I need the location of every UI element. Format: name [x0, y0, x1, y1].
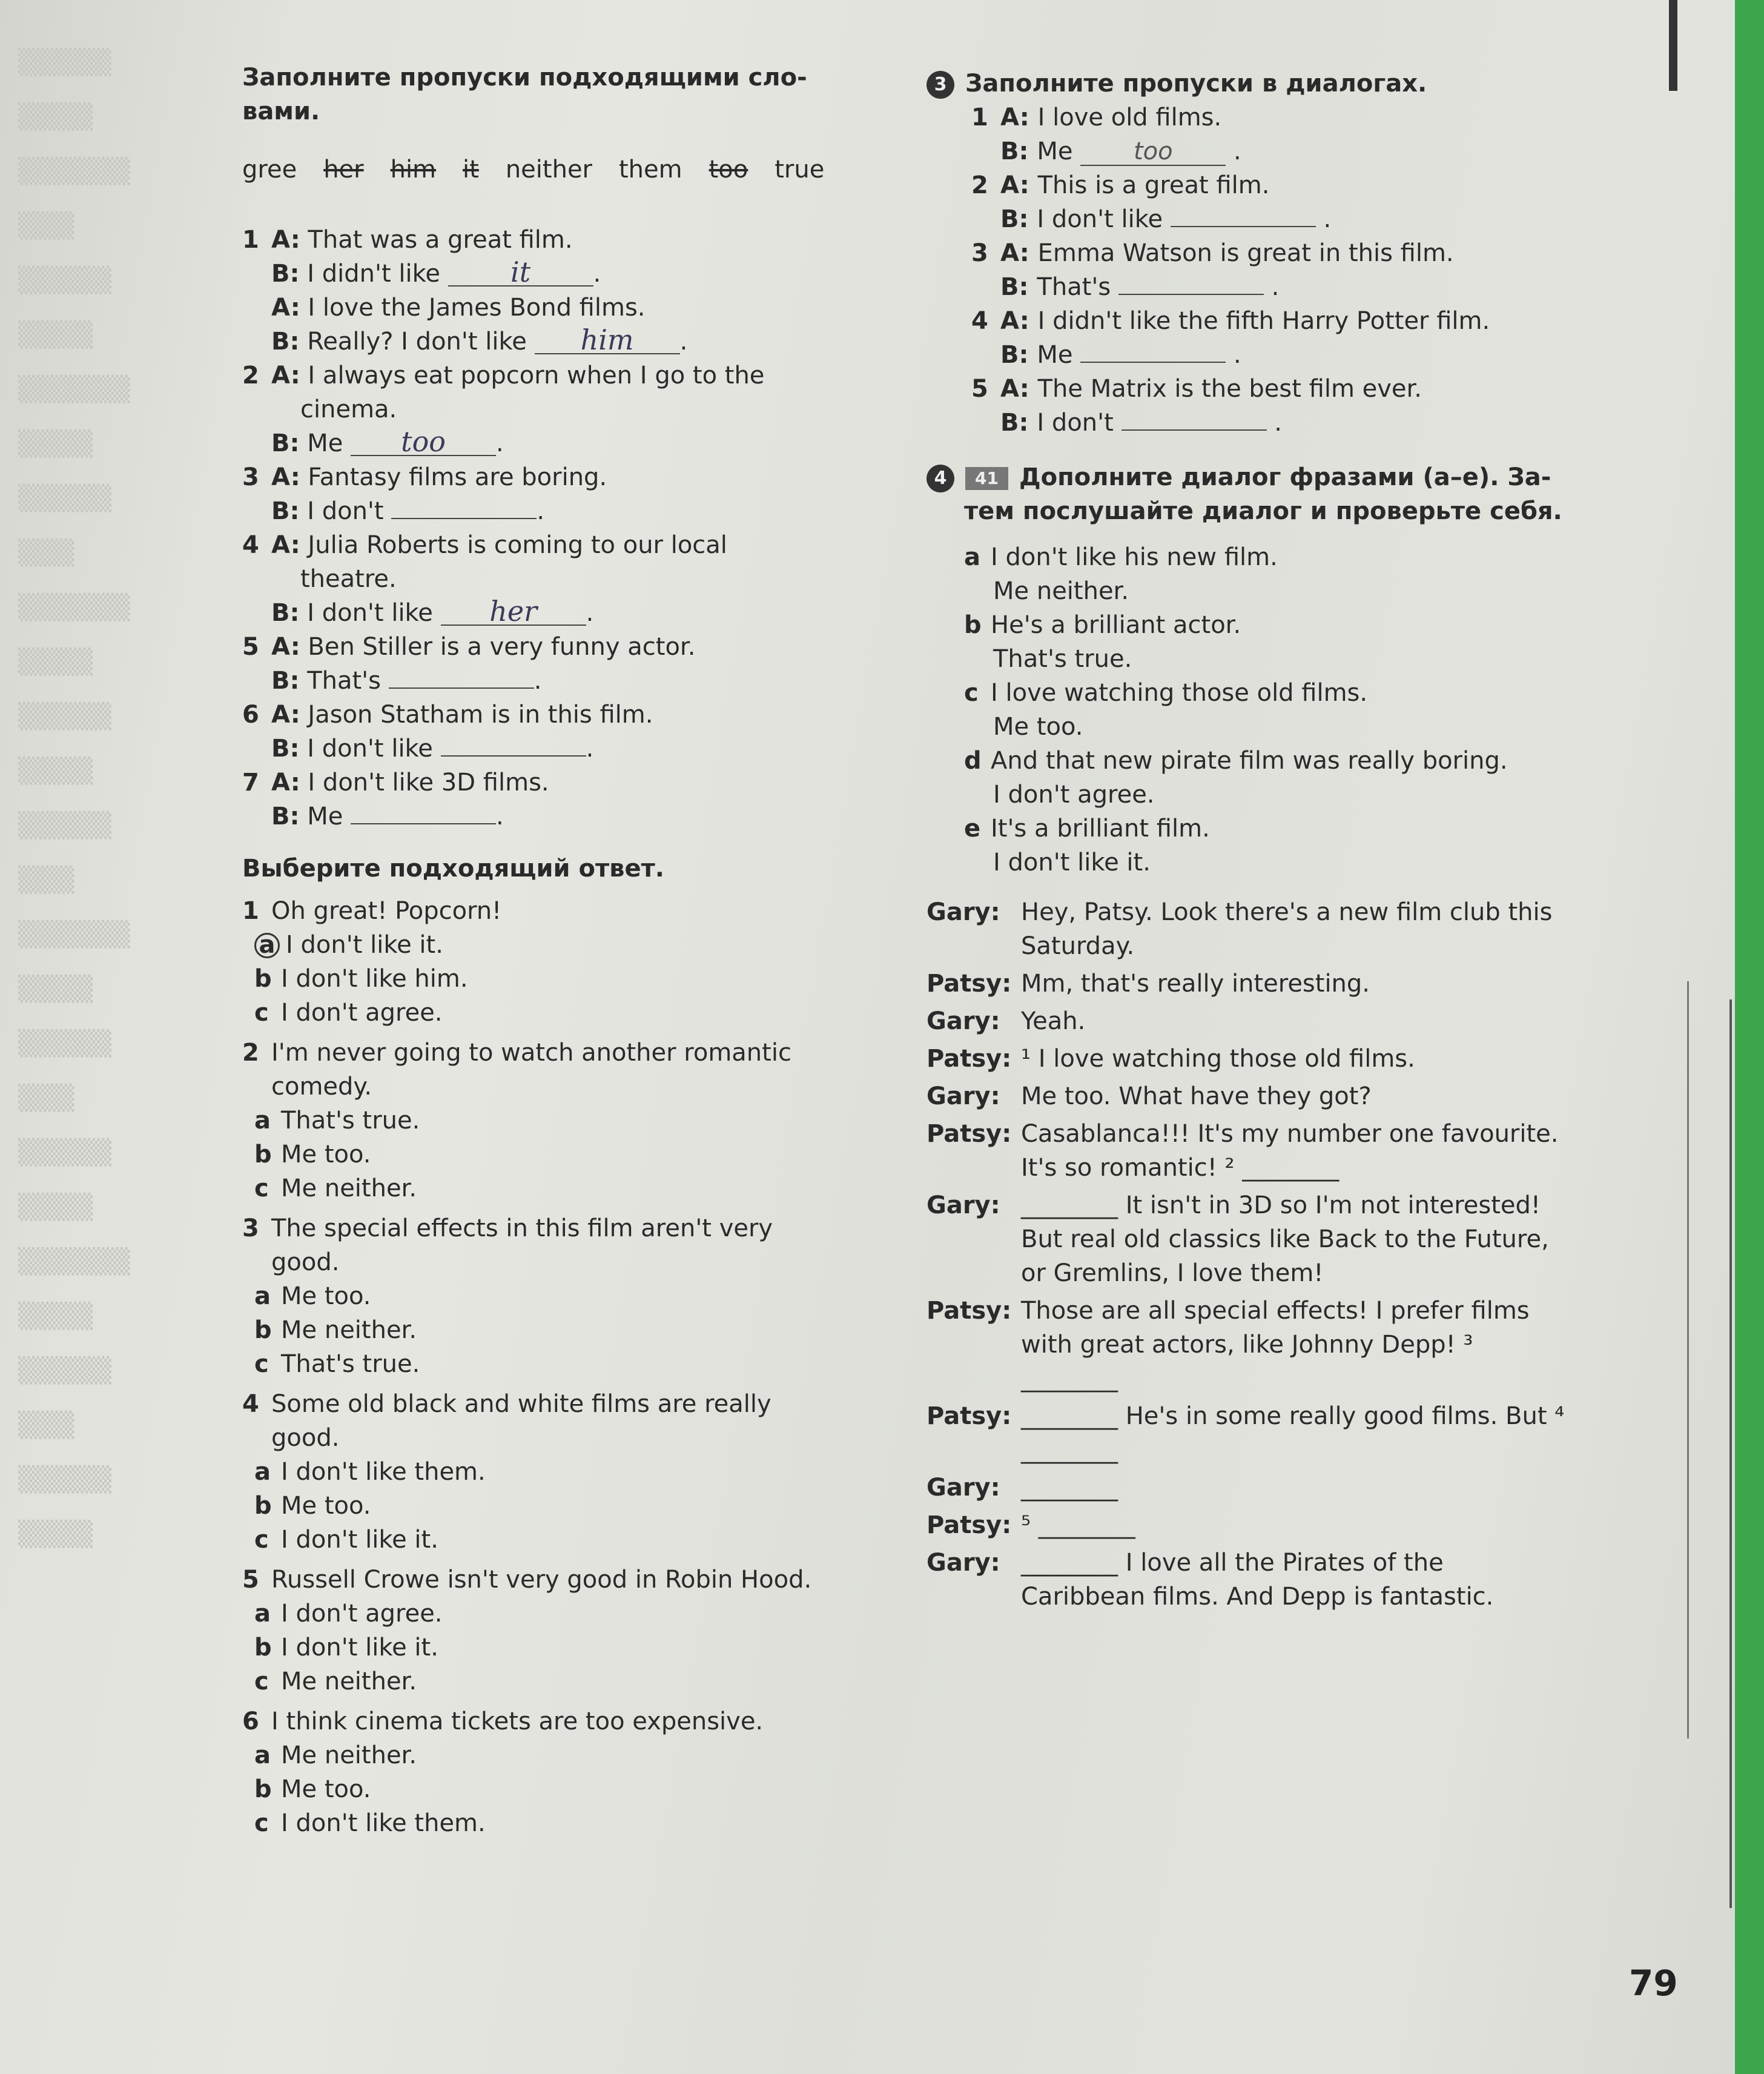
speaker-label: Gary:: [927, 1474, 1000, 1502]
phrase-text: And that new pirate film was really boring.: [991, 747, 1508, 775]
choose-prompt-line: [242, 894, 896, 928]
phrase-reply-text: That's true.: [993, 645, 1132, 673]
phrase-letter: c: [964, 679, 979, 707]
answer-blank[interactable]: [1080, 362, 1226, 363]
line-text: Me: [1037, 341, 1073, 369]
line-end: .: [586, 735, 594, 763]
item-number: 3: [971, 239, 988, 267]
speaker-label: Patsy:: [927, 970, 1012, 998]
option-text: I don't like it.: [286, 931, 443, 959]
prompt-text: Some old black and white films are really: [271, 1390, 771, 1418]
choose-prompt-line: [242, 1070, 896, 1104]
line-text: I love old films.: [1037, 104, 1222, 131]
option-letter: c: [254, 1350, 269, 1378]
option-letter: b: [254, 1492, 272, 1520]
speaker-label: B:: [271, 803, 300, 830]
option-letter: b: [254, 1775, 272, 1803]
prompt-text: good.: [271, 1248, 340, 1276]
option-letter: c: [254, 1809, 269, 1837]
item-number: 2: [242, 1039, 259, 1067]
answer-option[interactable]: [242, 1171, 896, 1205]
answer-blank[interactable]: too: [351, 428, 496, 456]
option-letter: a: [254, 933, 280, 958]
exercise-number-badge: 4: [927, 465, 954, 492]
choose-prompt-line: [242, 1705, 896, 1738]
exercise-3-items: [927, 101, 1641, 440]
spine-mark: [1669, 0, 1677, 91]
exercise-4-dialogue: [927, 895, 1574, 1614]
dialogue-line: [927, 1004, 1574, 1038]
option-letter: c: [254, 1526, 269, 1554]
line-text: I didn't like the fifth Harry Potter film.: [1037, 307, 1490, 335]
answer-option[interactable]: [242, 1738, 896, 1772]
speaker-label: A:: [1000, 375, 1038, 403]
line-text: That's: [1037, 273, 1111, 301]
phrase-reply-text: Me neither.: [993, 577, 1129, 605]
word-box-item: them: [619, 156, 682, 184]
phrase-letter: d: [964, 747, 982, 775]
exercise-2-line: [242, 800, 896, 833]
phrase-text: I don't like his new film.: [991, 543, 1278, 571]
phrase-text: I love watching those old films.: [991, 679, 1368, 707]
speaker-label: Gary:: [927, 898, 1000, 926]
phrase-line: [964, 608, 1641, 642]
dialogue-text: Me too. What have they got?: [1021, 1082, 1372, 1110]
exercise-3-line-b: B: Me .: [1000, 341, 1241, 369]
item-number: 1: [971, 104, 988, 131]
dialogue-line: [927, 1546, 1574, 1614]
line-text: theatre.: [300, 565, 397, 593]
answer-blank[interactable]: [1171, 226, 1316, 227]
speaker-label: Patsy:: [927, 1402, 1012, 1430]
answer-option[interactable]: [242, 1313, 896, 1347]
option-letter: a: [254, 1458, 271, 1486]
dialogue-text: Hey, Patsy. Look there's a new film club this Saturday.: [1021, 898, 1553, 960]
option-letter: b: [254, 1634, 272, 1662]
line-text: Really? I don't like: [307, 328, 527, 356]
answer-option[interactable]: [242, 1455, 896, 1489]
option-text: That's true.: [281, 1107, 420, 1135]
option-text: Me too.: [281, 1492, 371, 1520]
dialogue-text: Mm, that's really interesting.: [1021, 970, 1370, 998]
line-end: .: [593, 260, 601, 288]
exercise-2-line: [242, 257, 896, 291]
page-number: 79: [1629, 1963, 1678, 2004]
item-number: 6: [242, 1708, 259, 1735]
exercise-2-header: Заполните пропуски подходящими сло- вами.: [242, 64, 807, 125]
item-number: 4: [242, 1390, 259, 1418]
item-number: 5: [242, 1566, 259, 1594]
answer-option[interactable]: [242, 1279, 896, 1313]
exercise-3-line-a: [971, 372, 1641, 406]
exercise-2-line: [242, 562, 896, 596]
option-text: I don't like them.: [281, 1809, 486, 1837]
exercise-3-line-a: [971, 101, 1641, 134]
dialogue-text: ________ He's in some really good films. But ⁴ ________: [1021, 1402, 1565, 1464]
option-text: I don't agree.: [281, 1600, 443, 1628]
dialogue-line: [927, 895, 1574, 963]
option-letter: b: [254, 1316, 272, 1344]
speaker-label: A:: [271, 294, 300, 322]
exercise-3-line-b: B: That's .: [1000, 273, 1280, 301]
answer-option[interactable]: [242, 996, 896, 1030]
option-letter: c: [254, 1174, 269, 1202]
exercise-2-line: [242, 460, 896, 494]
choose-prompt-line: [242, 1211, 896, 1245]
item-number: 4: [971, 307, 988, 335]
page-edge-line: [1729, 999, 1732, 1908]
item-number: 5: [242, 633, 259, 661]
word-box-item: too: [709, 156, 748, 184]
speaker-label: Patsy:: [927, 1045, 1012, 1073]
phrase-text: He's a brilliant actor.: [991, 611, 1241, 639]
speaker-label: B:: [271, 260, 300, 288]
phrase-letter: a: [964, 543, 980, 571]
choose-answer-items: [242, 894, 896, 1840]
dialogue-line: [927, 1117, 1574, 1185]
line-text: Ben Stiller is a very funny actor.: [308, 633, 696, 661]
phrase-reply: [964, 642, 1641, 676]
answer-option[interactable]: [242, 1806, 896, 1840]
line-end: .: [537, 497, 545, 525]
exercise-2-line: [242, 291, 896, 325]
option-text: Me too.: [281, 1282, 371, 1310]
exercise-4-title-1: Дополните диалог фразами (a–e). За-: [1019, 463, 1551, 491]
speaker-label: Gary:: [927, 1007, 1000, 1035]
option-letter: c: [254, 999, 269, 1027]
option-text: Me neither.: [281, 1316, 417, 1344]
speaker-label: B:: [1000, 409, 1037, 437]
dialogue-line: [927, 1188, 1574, 1290]
line-text: That's: [307, 667, 382, 695]
line-end: .: [496, 429, 504, 457]
word-box-item: gree: [242, 156, 297, 184]
line-text: I don't like: [307, 735, 433, 763]
speaker-label: A:: [271, 463, 300, 491]
speaker-label: B:: [271, 429, 300, 457]
line-text: Jason Statham is in this film.: [308, 701, 653, 729]
option-text: Me neither.: [281, 1174, 417, 1202]
option-letter: a: [254, 1600, 271, 1628]
option-letter: a: [254, 1282, 271, 1310]
line-text: The Matrix is the best film ever.: [1037, 375, 1422, 403]
phrase-line: [964, 540, 1641, 574]
choose-prompt-line: [242, 1036, 896, 1070]
line-text: I don't like: [307, 599, 433, 627]
option-text: Me too.: [281, 1141, 371, 1168]
green-edge: [1735, 0, 1764, 2074]
exercise-3-line-a: [971, 236, 1641, 270]
option-text: Me neither.: [281, 1741, 417, 1769]
exercise-3-header: [927, 67, 1641, 101]
item-number: 4: [242, 531, 259, 559]
option-letter: c: [254, 1668, 269, 1695]
page-edge-line-inner: [1687, 981, 1689, 1738]
exercise-3-line-b: B: I don't .: [1000, 409, 1282, 437]
line-text: Me: [307, 803, 343, 830]
speaker-label: A:: [271, 769, 300, 797]
prompt-text: I think cinema tickets are too expensive.: [271, 1708, 764, 1735]
answer-option[interactable]: [242, 1631, 896, 1665]
line-text: I didn't like: [307, 260, 440, 288]
line-text: I love the James Bond films.: [308, 294, 646, 322]
exercise-2-line: [242, 698, 896, 732]
exercise-2-line: [242, 664, 896, 698]
phrase-reply-text: Me too.: [993, 713, 1083, 741]
answer-blank[interactable]: [1121, 429, 1267, 431]
speaker-label: B:: [1000, 341, 1037, 369]
option-text: Me neither.: [281, 1668, 417, 1695]
phrase-letter: e: [964, 815, 981, 843]
dialogue-text: Casablanca!!! It's my number one favourite. It's so romantic! ² ________: [1021, 1120, 1559, 1182]
speaker-label: B:: [271, 735, 300, 763]
answer-blank[interactable]: her: [441, 598, 586, 626]
option-text: I don't like it.: [281, 1634, 438, 1662]
bleed-through-text: ▒▒▒▒▒ ▒▒▒▒ ▒▒▒▒▒▒ ▒▒▒ ▒▒▒▒▒ ▒▒▒▒ ▒▒▒▒▒▒ ▒▒▒▒ ▒▒▒▒▒ ▒▒▒ ▒▒▒▒▒▒ ▒▒▒▒ ▒▒▒▒▒ ▒▒▒▒ ▒▒▒▒▒ ▒▒▒ ▒▒▒▒▒▒ ▒▒▒▒ ▒▒▒▒▒ ▒▒▒ ▒▒▒▒▒ ▒▒▒▒ ▒▒▒▒▒▒ ▒▒▒▒ ▒▒▒▒▒ ▒▒▒ ▒▒▒▒▒ ▒▒▒▒: [18, 48, 130, 1548]
dialogue-text: ⁵ ________: [1021, 1511, 1135, 1539]
exercise-number-badge: 3: [927, 71, 954, 99]
line-text: I always eat popcorn when I go to the: [308, 362, 765, 389]
answer-blank[interactable]: [389, 687, 534, 689]
option-letter: b: [254, 965, 272, 993]
line-text: This is a great film.: [1037, 171, 1270, 199]
answer-option[interactable]: [242, 1665, 896, 1698]
item-number: 3: [242, 1214, 259, 1242]
option-letter: a: [254, 1107, 271, 1135]
exercise-3-line-b: B: Me too .: [1000, 137, 1241, 165]
exercise-2-items: [242, 223, 896, 833]
answer-blank[interactable]: [391, 518, 537, 519]
line-text: Fantasy films are boring.: [308, 463, 607, 491]
line-end: .: [496, 803, 504, 830]
speaker-label: A:: [271, 531, 300, 559]
right-column: [927, 67, 1641, 1617]
phrase-reply: [964, 778, 1641, 812]
option-text: I don't like him.: [281, 965, 468, 993]
dialogue-text: ________: [1021, 1474, 1118, 1502]
line-text: Me: [307, 429, 343, 457]
answer-blank[interactable]: [441, 755, 586, 757]
dialogue-text: Yeah.: [1021, 1007, 1086, 1035]
item-number: 7: [242, 769, 259, 797]
speaker-label: Patsy:: [927, 1120, 1012, 1148]
speaker-label: A:: [271, 701, 300, 729]
phrase-line: [964, 676, 1641, 710]
exercise-2-line: [242, 630, 896, 664]
word-box-item: true: [775, 156, 825, 184]
prompt-text: Russell Crowe isn't very good in Robin Hood.: [271, 1566, 812, 1594]
exercise-2-line: [242, 528, 896, 562]
speaker-label: A:: [1000, 239, 1038, 267]
dialogue-line: [927, 1294, 1574, 1396]
speaker-label: B:: [271, 667, 300, 695]
answer-option[interactable]: [242, 928, 896, 962]
answer-option[interactable]: [242, 1523, 896, 1557]
dialogue-text: ________ I love all the Pirates of the Caribbean films. And Depp is fantastic.: [1021, 1549, 1494, 1611]
speaker-label: A:: [271, 362, 300, 389]
dialogue-text: ¹ I love watching those old films.: [1021, 1045, 1415, 1073]
answer-option[interactable]: [242, 962, 896, 996]
answer-blank[interactable]: it: [448, 259, 593, 287]
phrase-reply: [964, 846, 1641, 880]
exercise-3-line-a: [971, 304, 1641, 338]
line-end: .: [679, 328, 688, 356]
speaker-label: Gary:: [927, 1549, 1000, 1577]
exercise-3-line-a: [971, 168, 1641, 202]
dialogue-line: [927, 1079, 1574, 1113]
speaker-label: Patsy:: [927, 1511, 1012, 1539]
option-text: Me too.: [281, 1775, 371, 1803]
exercise-2-line: [242, 223, 896, 257]
phrase-line: [964, 812, 1641, 846]
speaker-label: A:: [271, 226, 300, 254]
option-letter: b: [254, 1141, 272, 1168]
answer-blank[interactable]: him: [535, 326, 680, 354]
dialogue-line: [927, 1042, 1574, 1076]
phrase-reply: [964, 574, 1641, 608]
answer-option[interactable]: [242, 1489, 896, 1523]
phrase-letter: b: [964, 611, 982, 639]
speaker-label: B:: [1000, 273, 1037, 301]
exercise-2-line: [242, 494, 896, 528]
speaker-label: B:: [1000, 205, 1037, 233]
dialogue-line: [927, 1471, 1574, 1505]
line-text: I don't: [307, 497, 384, 525]
word-box: [242, 153, 896, 187]
exercise-2-line: [242, 766, 896, 800]
item-number: 2: [242, 362, 259, 389]
speaker-label: A:: [1000, 307, 1038, 335]
exercise-2-line: [242, 732, 896, 766]
phrase-reply-text: I don't like it.: [993, 849, 1151, 876]
exercise-4-header: [927, 460, 1641, 528]
option-text: That's true.: [281, 1350, 420, 1378]
prompt-text: I'm never going to watch another romantic: [271, 1039, 791, 1067]
answer-option[interactable]: [242, 1138, 896, 1171]
speaker-label: Gary:: [927, 1191, 1000, 1219]
speaker-label: A:: [271, 633, 300, 661]
choose-prompt-line: [242, 1245, 896, 1279]
item-number: 6: [242, 701, 259, 729]
phrase-text: It's a brilliant film.: [991, 815, 1210, 843]
line-text: That was a great film.: [308, 226, 573, 254]
option-text: I don't agree.: [281, 999, 443, 1027]
line-text: Emma Watson is great in this film.: [1037, 239, 1454, 267]
speaker-label: B:: [1000, 137, 1037, 165]
exercise-3-line-b: B: I don't like .: [1000, 205, 1332, 233]
word-box-item: him: [390, 156, 437, 184]
choose-prompt-line: [242, 1421, 896, 1455]
prompt-text: comedy.: [271, 1073, 372, 1101]
word-box-item: neither: [505, 156, 592, 184]
speaker-label: Patsy:: [927, 1297, 1012, 1325]
item-number: 1: [242, 226, 259, 254]
dialogue-line: [927, 967, 1574, 1001]
line-text: I don't like: [1037, 205, 1163, 233]
dialogue-text: Those are all special effects! I prefer films with great actors, like Johnny Depp! ³ ________: [1021, 1297, 1530, 1393]
line-text: cinema.: [300, 396, 397, 423]
speaker-label: A:: [1000, 171, 1038, 199]
answer-option[interactable]: [242, 1347, 896, 1381]
word-box-item: her: [323, 156, 364, 184]
item-number: 1: [242, 897, 259, 925]
answer-option[interactable]: [242, 1772, 896, 1806]
prompt-text: good.: [271, 1424, 340, 1452]
speaker-label: Gary:: [927, 1082, 1000, 1110]
speaker-label: B:: [271, 328, 300, 356]
item-number: 3: [242, 463, 259, 491]
exercise-2-line: [242, 393, 896, 426]
option-letter: a: [254, 1741, 271, 1769]
choose-prompt-line: [242, 1563, 896, 1597]
line-text: Me: [1037, 137, 1073, 165]
phrase-line: [964, 744, 1641, 778]
exercise-2-line: [242, 426, 896, 460]
line-text: I don't like 3D films.: [308, 769, 549, 797]
option-text: I don't like it.: [281, 1526, 438, 1554]
option-text: I don't like them.: [281, 1458, 486, 1486]
line-text: I don't: [1037, 409, 1114, 437]
prompt-text: The special effects in this film aren't very: [271, 1214, 773, 1242]
exercise-2-line: [242, 359, 896, 393]
speaker-label: B:: [271, 599, 300, 627]
answer-option[interactable]: [242, 1597, 896, 1631]
choose-prompt-line: [242, 1387, 896, 1421]
audio-track-badge: 41: [965, 467, 1008, 490]
left-column: [242, 61, 896, 1840]
word-box-item: it: [463, 156, 479, 184]
exercise-2-line: [242, 596, 896, 630]
dialogue-text: ________ It isn't in 3D so I'm not interested! But real old classics like Back to the Future, or Gremlins, I love them!: [1021, 1191, 1549, 1287]
exercise-3-title: Заполните пропуски в диалогах.: [965, 70, 1427, 98]
speaker-label: A:: [1000, 104, 1038, 131]
answer-blank[interactable]: too: [1080, 138, 1226, 166]
line-text: Julia Roberts is coming to our local: [308, 531, 727, 559]
phrase-reply: [964, 710, 1641, 744]
answer-blank[interactable]: [351, 823, 496, 824]
line-end: .: [586, 599, 594, 627]
answer-blank[interactable]: [1118, 294, 1264, 295]
item-number: 5: [971, 375, 988, 403]
line-end: .: [533, 667, 542, 695]
exercise-4-title-2: тем послушайте диалог и проверьте себя.: [964, 497, 1562, 525]
dialogue-line: [927, 1508, 1574, 1542]
dialogue-line: [927, 1399, 1574, 1467]
item-number: 2: [971, 171, 988, 199]
choose-answer-header: Выберите подходящий ответ.: [242, 855, 664, 883]
speaker-label: B:: [271, 497, 300, 525]
exercise-2-line: [242, 325, 896, 359]
prompt-text: Oh great! Popcorn!: [271, 897, 502, 925]
phrase-reply-text: I don't agree.: [993, 781, 1155, 809]
answer-option[interactable]: [242, 1104, 896, 1138]
exercise-4-phrases: [927, 540, 1641, 880]
